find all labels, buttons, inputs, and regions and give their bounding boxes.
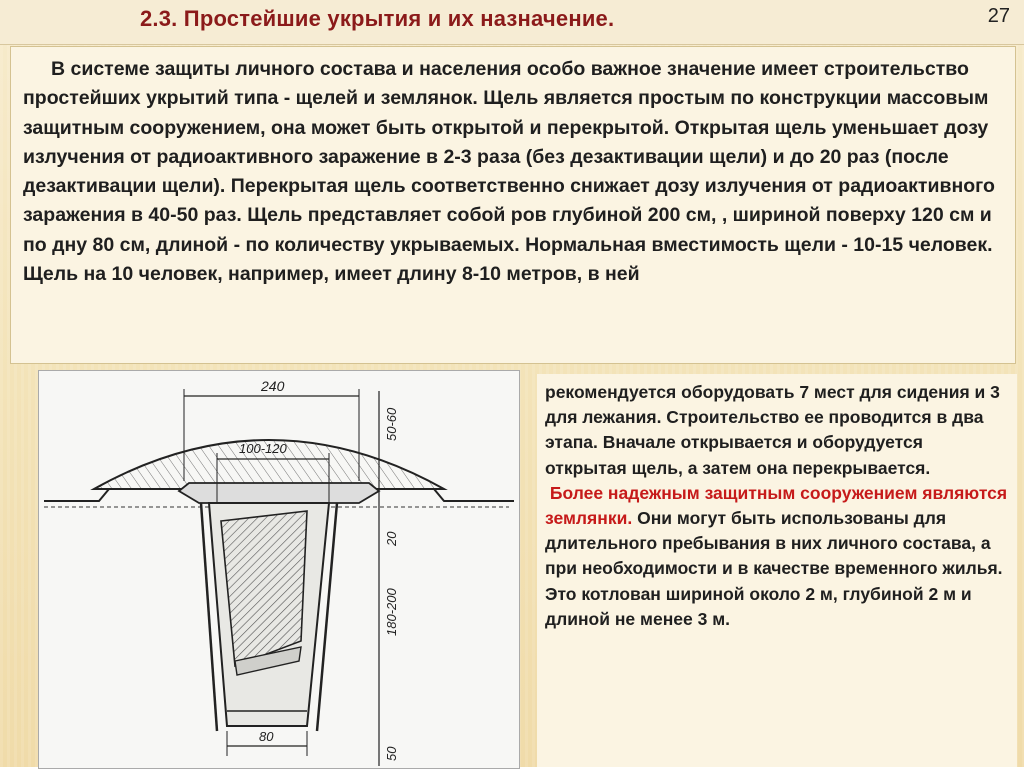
trench-drawing: [39, 371, 519, 768]
trench-diagram: [38, 370, 520, 769]
dim-label-100-120: 100-120: [239, 441, 287, 456]
dim-label-240: 240: [261, 378, 285, 394]
slide-title: 2.3. Простейшие укрытия и их назначение.: [140, 6, 615, 31]
dim-label-180-200: 180-200: [384, 588, 399, 636]
dim-label-50-60: 50-60: [384, 407, 399, 441]
cover-slab: [179, 483, 379, 503]
side-text-box: [537, 374, 1017, 767]
side-text-highlight: Более надежным защитным сооружением являются землянки.: [545, 482, 1008, 529]
dim-label-20: 20: [384, 531, 399, 546]
dim-label-50-bottom: 50: [384, 746, 399, 761]
page-number: 27: [987, 5, 1010, 27]
side-text-before: рекомендуется оборудовать 7 мест для сидения и 3 для лежания. Строительство ее проводится в два этапа. Вначале открывается и оборудуется открытая щель, а затем она перекрывается.: [545, 382, 1000, 478]
main-text-box: [10, 46, 1016, 364]
main-paragraph: В системе защиты личного состава и населения особо важное значение имеет строительство простейших укрытий типа - щелей и землянок. Щель является простым по конструкции массовым защитным сооружением, она может быть открытой и перекрытой. Открытая щель уменьшает дозу излучения от радиоактивного заражение в 2-3 раза (без дезактивации щели) и до 20 раз (после дезактивации щели). Перекрытая щель соответственно снижает дозу излучения от радиоактивного заражения в 40-50 раз. Щель представляет собой ров глубиной 200 см, , шириной поверху 120 см и по дну 80 см, длиной - по количеству укрываемых. Нормальная вместимость щели - 10-15 человек. Щель на 10 человек, например, имеет длину 8-10 метров, в ней: [23, 58, 995, 286]
title-bar: [0, 0, 1024, 45]
wall-lining: [221, 511, 307, 666]
side-paragraph: [545, 380, 1009, 632]
side-text-after: Они могут быть использованы для длительного пребывания в них личного состава, а при необходимости и в качестве временного жилья. Это котлован шириной около 2 м, глубиной 2 м и длиной не менее 3 м.: [545, 508, 1003, 629]
dim-label-80: 80: [259, 729, 274, 744]
